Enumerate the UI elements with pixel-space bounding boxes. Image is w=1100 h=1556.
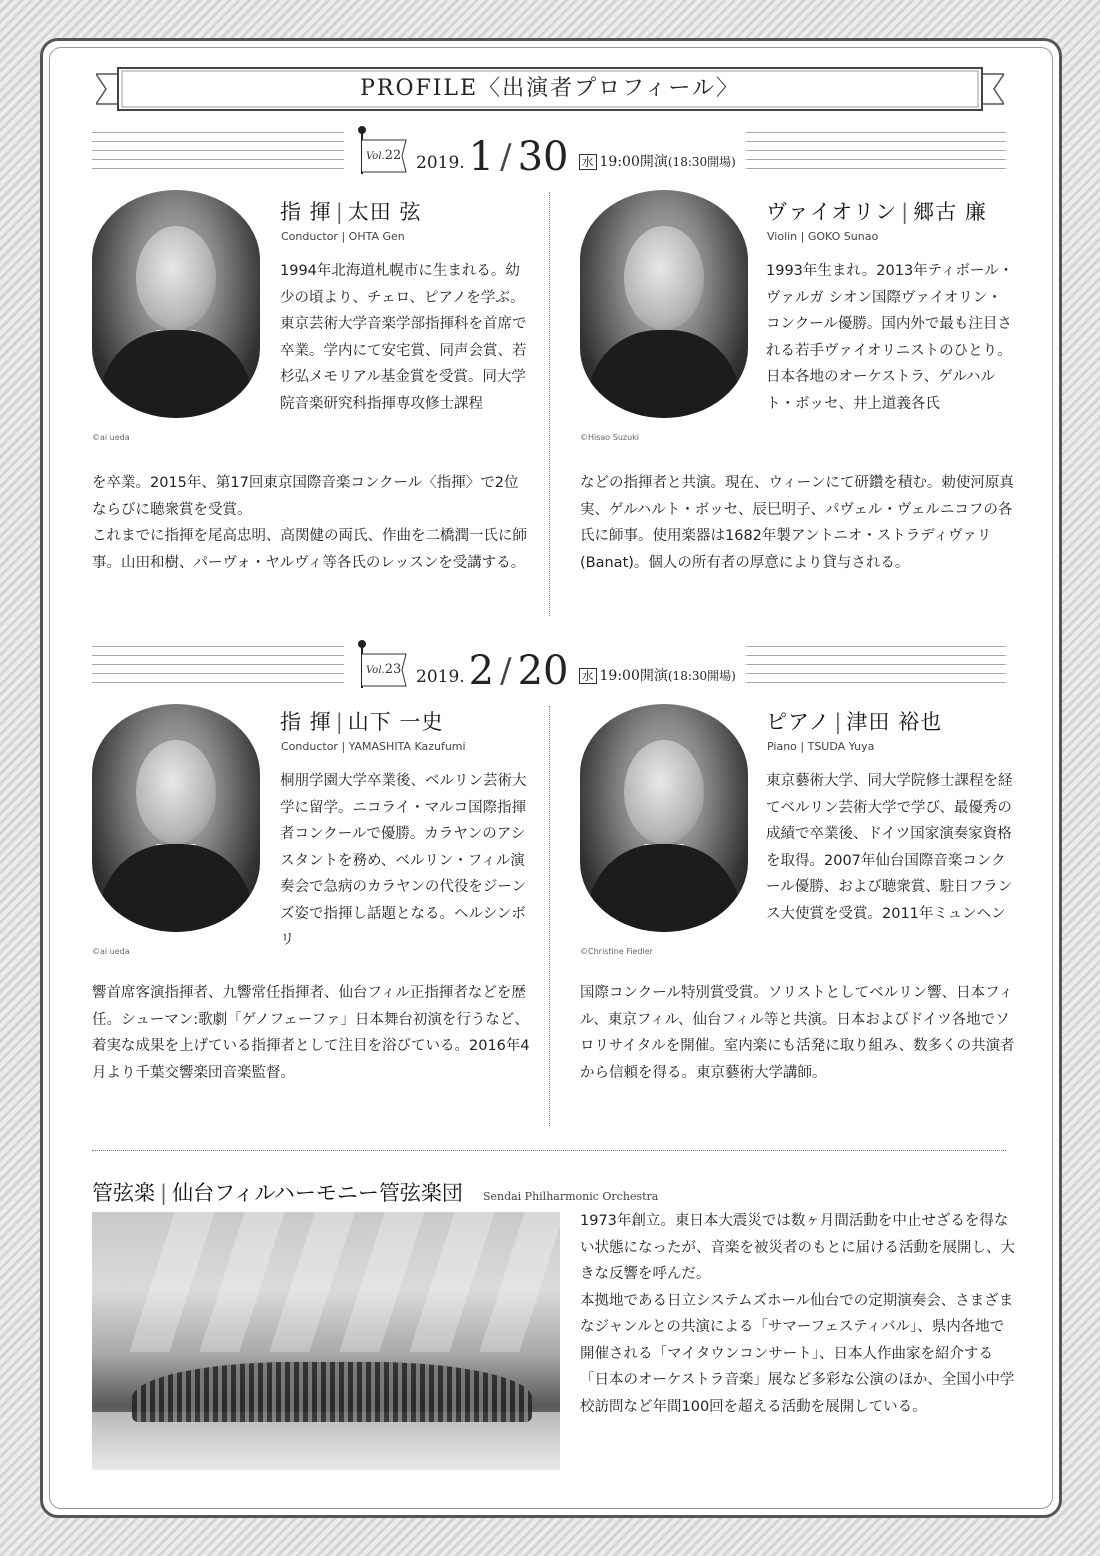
portrait-photo — [580, 704, 748, 932]
concert-2-date — [344, 636, 746, 692]
date-details: 水 19:00開演(18:30開場) — [579, 665, 736, 685]
vol-flag-icon: Vol.23 — [354, 640, 412, 692]
date-month: 1 — [468, 134, 495, 180]
orchestra-role-name: 管弦楽 | 仙台フィルハーモニー管弦楽団 Sendai Philharmonic Orchestra — [92, 1181, 659, 1205]
performer-bio-continued: 響首席客演指揮者、九響常任指揮者、仙台フィル正指揮者などを歴任。シューマン:歌劇「ゲノフェーファ」日本舞台初演を行うなど、着実な成果を上げている指揮者として注目を浴びている。2016年4月より千葉交響楽団音楽監督。 — [92, 985, 530, 1081]
performer-bio: 1994年北海道札幌市に生まれる。幼少の頃より、チェロ、ピアノを学ぶ。東京芸術大学音楽学部指揮科を首席で卒業。学内にて安宅賞、同声会賞、若杉弘メモリアル基金賞を受賞。同大学院音楽研究科指揮専攻修士課程 — [280, 263, 527, 412]
date-slash: / — [500, 651, 512, 691]
performer-english-name: Conductor | OHTA Gen — [281, 230, 405, 243]
performer-bio-continued: を卒業。2015年、第17回東京国際音楽コンクール〈指揮〉で2位ならびに聴衆賞を受賞。 これまでに指揮を尾高忠明、高関健の両氏、作曲を二橋潤一氏に師事。山田和樹、パーヴォ・ヤルヴィ等各氏のレッスンを受講する。 — [92, 475, 527, 571]
date-day: 20 — [517, 648, 569, 694]
date-year: 2019. — [416, 667, 465, 687]
performer-english-name: Conductor | YAMASHITA Kazufumi — [281, 740, 466, 753]
photo-credit: ©ai ueda — [92, 947, 130, 956]
concert-1-date-staff — [92, 128, 1006, 180]
performer-role-name: ピアノ | 津田 裕也 — [766, 710, 943, 734]
photo-credit: ©ai ueda — [92, 433, 130, 442]
performer-role-name: ヴァイオリン | 郷古 廉 — [766, 200, 987, 224]
performer-role-name: 指 揮 | 山下 一史 — [280, 710, 444, 734]
date-slash: / — [500, 137, 512, 177]
photo-credit: ©Christine Fiedler — [580, 947, 653, 956]
section-divider — [92, 1150, 1006, 1151]
performer-bio: 桐朋学園大学卒業後、ベルリン芸術大学に留学。ニコライ・マルコ国際指揮者コンクールで優勝。カラヤンのアシスタントを務め、ベルリン・フィル演奏会で急病のカラヤンの代役をジーンズ姿で指揮し話題となる。ヘルシンボリ — [280, 773, 527, 948]
portrait-photo — [92, 190, 260, 418]
weekday-badge: 水 — [579, 668, 597, 684]
concert-2-date-staff — [92, 642, 1006, 694]
portrait-photo — [580, 190, 748, 418]
date-year: 2019. — [416, 153, 465, 173]
weekday-badge: 水 — [579, 154, 597, 170]
photo-credit: ©Hisao Suzuki — [580, 433, 640, 442]
column-divider — [549, 706, 550, 1126]
performer-bio: 1993年生まれ。2013年ティボール・ヴァルガ シオン国際ヴァイオリン・コンクール優勝。国内外で最も注目される若手ヴァイオリニストのひとり。日本各地のオーケストラ、ゲルハルト・ボッセ、井上道義各氏 — [766, 263, 1014, 412]
vol-flag-icon: Vol.22 — [354, 126, 412, 178]
concert-1-date — [344, 122, 746, 178]
page-title: PROFILE〈出演者プロフィール〉 — [360, 76, 740, 101]
title-banner — [96, 66, 1004, 112]
column-divider — [549, 192, 550, 616]
portrait-photo — [92, 704, 260, 932]
performer-bio-continued: 国際コンクール特別賞受賞。ソリストとしてベルリン響、日本フィル、東京フィル、仙台フィル等と共演。日本およびドイツ各地でソロリサイタルを開催。室内楽にも活発に取り組み、数多くの共演者から信頼を得る。東京藝術大学講師。 — [580, 985, 1015, 1081]
date-day: 30 — [517, 134, 569, 180]
performer-role-name: 指 揮 | 太田 弦 — [280, 200, 422, 224]
orchestra-hall-photo — [92, 1212, 560, 1470]
date-month: 2 — [468, 648, 495, 694]
performer-bio: 東京藝術大学、同大学院修士課程を経てベルリン芸術大学で学び、最優秀の成績で卒業後、ドイツ国家演奏家資格を取得。2007年仙台国際音楽コンクール優勝、および聴衆賞、駐日フランス大使賞を受賞。2011年ミュンヘン — [766, 773, 1013, 922]
performer-english-name: Violin | GOKO Sunao — [767, 230, 879, 243]
performer-english-name: Piano | TSUDA Yuya — [767, 740, 875, 753]
date-details: 水 19:00開演(18:30開場) — [579, 151, 736, 171]
orchestra-bio: 1973年創立。東日本大震災では数ヶ月間活動を中止せざるを得ない状態になったが、音楽を被災者のもとに届ける活動を展開し、大きな反響を呼んだ。 本拠地である日立システムズホール仙台での定期演奏会、さまざまなジャンルとの共演による「サマーフェスティバル」、県内各地で開催される「マイタウンコンサート」、日本人作曲家を紹介する「日本のオーケストラ音楽」展など多彩な公演のほか、全国小中学校訪問など年間100回を超える活動を展開している。 — [580, 1213, 1015, 1415]
performer-bio-continued: などの指揮者と共演。現在、ウィーンにて研鑽を積む。勅使河原真実、ゲルハルト・ボッセ、辰巳明子、パヴェル・ヴェルニコフの各氏に師事。使用楽器は1682年製アントニオ・ストラディヴァリ(Banat)。個人の所有者の厚意により貸与される。 — [580, 475, 1014, 571]
